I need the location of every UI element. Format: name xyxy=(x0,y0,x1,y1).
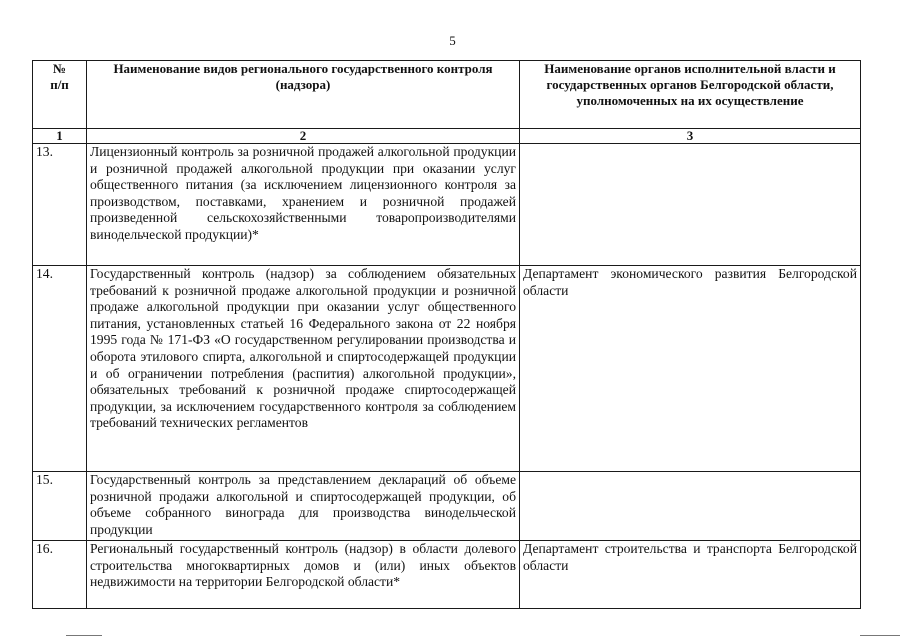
authority-name: Департамент экономического развития Белгородской области xyxy=(523,266,857,298)
scan-edge-mark xyxy=(860,635,900,636)
column-index: 1 xyxy=(33,129,87,144)
page-number: 5 xyxy=(449,33,456,48)
column-index: 3 xyxy=(520,129,861,144)
header-number: № п/п xyxy=(33,61,87,129)
row-number: 14. xyxy=(33,266,87,472)
header-control-type: Наименование видов регионального государственного контроля (надзора) xyxy=(87,61,520,129)
table-row xyxy=(33,472,861,541)
authority-cell xyxy=(520,541,861,609)
header-authority: Наименование органов исполнительной власти и государственных органов Белгородской области, уполномоченных на их осуществление xyxy=(520,61,861,129)
row-number: 15. xyxy=(33,472,87,541)
table-row xyxy=(33,266,861,472)
authority-name: Департамент строительства и транспорта Белгородской области xyxy=(523,541,857,573)
regulations-table xyxy=(32,60,861,609)
control-type-text: Государственный контроль (надзор) за соблюдением обязательных требований к розничной продаже алкогольной продукции и розничной продаже алкогольной продукции при оказании услуг общественного питания, установленных статьей 16 Федерального закона от 22 ноября 1995 года № 171-ФЗ «О государственном регулировании производства и оборота этилового спирта, алкогольной и спиртосодержащей продукции и об ограничении потребления (распития) алкогольной продукции», обязательных требований к розничной продаже спиртосодержащей продукции, за исключением государственного контроля за соблюдением требований технических регламентов xyxy=(87,266,520,472)
column-index-row xyxy=(33,129,861,144)
row-number: 13. xyxy=(33,144,87,266)
authority-cell xyxy=(520,266,861,472)
authority-cell-empty xyxy=(520,144,861,266)
column-index: 2 xyxy=(87,129,520,144)
table-row xyxy=(33,541,861,609)
row-number: 16. xyxy=(33,541,87,609)
scan-edge-mark xyxy=(66,635,102,636)
control-type-text: Государственный контроль за представлением деклараций об объеме розничной продажи алкогольной и спиртосодержащей продукции, об объеме собранного винограда для производства винодельческой продукции xyxy=(87,472,520,541)
table-header-row xyxy=(33,61,861,129)
authority-cell-empty xyxy=(520,472,861,541)
control-type-text: Региональный государственный контроль (надзор) в области долевого строительства многоквартирных домов и (или) иных объектов недвижимости на территории Белгородской области* xyxy=(87,541,520,609)
table-row xyxy=(33,144,861,266)
control-type-text: Лицензионный контроль за розничной продажей алкогольной продукции и розничной продажей алкогольной продукции при оказании услуг общественного питания (за исключением лицензионного контроля за производством, поставками, хранением и розничной продажей произведенной сельскохозяйственными товаропроизводителями винодельческой продукции)* xyxy=(87,144,520,266)
